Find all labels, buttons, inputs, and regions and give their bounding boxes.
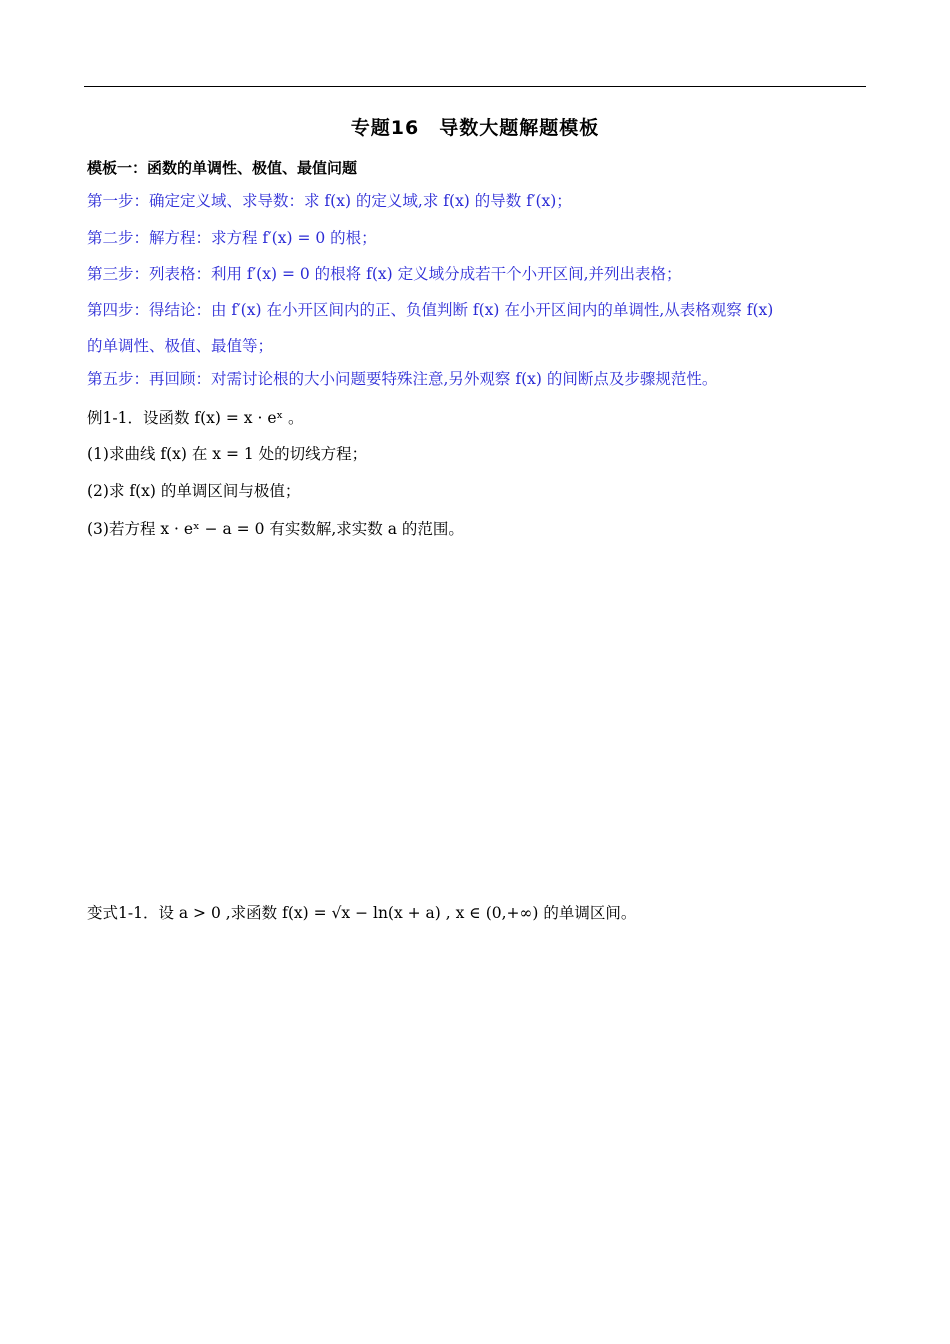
step-3: 第三步：列表格：利用 f′(x) = 0 的根将 f(x) 定义域分成若干个小开区间,并列出表格； [87, 265, 682, 283]
example-part-1: (1)求曲线 f(x) 在 x = 1 处的切线方程； [87, 445, 368, 463]
step-4-continued: 的单调性、极值、最值等； [87, 337, 274, 355]
variant-stem: 变式1-1．设 a > 0 ,求函数 f(x) = √x − ln(x + a) , x ∈ (0,+∞) 的单调区间。 [87, 904, 637, 922]
header-rule [84, 86, 866, 87]
step-2: 第二步：解方程：求方程 f′(x) = 0 的根； [87, 229, 377, 247]
page-title: 专题16 导数大题解题模板 [350, 117, 600, 139]
example-stem: 例1-1．设函数 f(x) = x · eˣ 。 [87, 409, 304, 427]
step-5: 第五步：再回顾：对需讨论根的大小问题要特殊注意,另外观察 f(x) 的间断点及步骤规范性。 [87, 370, 718, 388]
example-part-3: (3)若方程 x · eˣ − a = 0 有实数解,求实数 a 的范围。 [87, 520, 464, 538]
example-part-2: (2)求 f(x) 的单调区间与极值； [87, 482, 301, 500]
step-4: 第四步：得结论：由 f′(x) 在小开区间内的正、负值判断 f(x) 在小开区间内的单调性,从表格观察 f(x) [87, 301, 774, 319]
template-heading: 模板一：函数的单调性、极值、最值问题 [87, 159, 358, 177]
step-1: 第一步：确定定义域、求导数：求 f(x) 的定义域,求 f(x) 的导数 f′(x)； [87, 192, 572, 210]
